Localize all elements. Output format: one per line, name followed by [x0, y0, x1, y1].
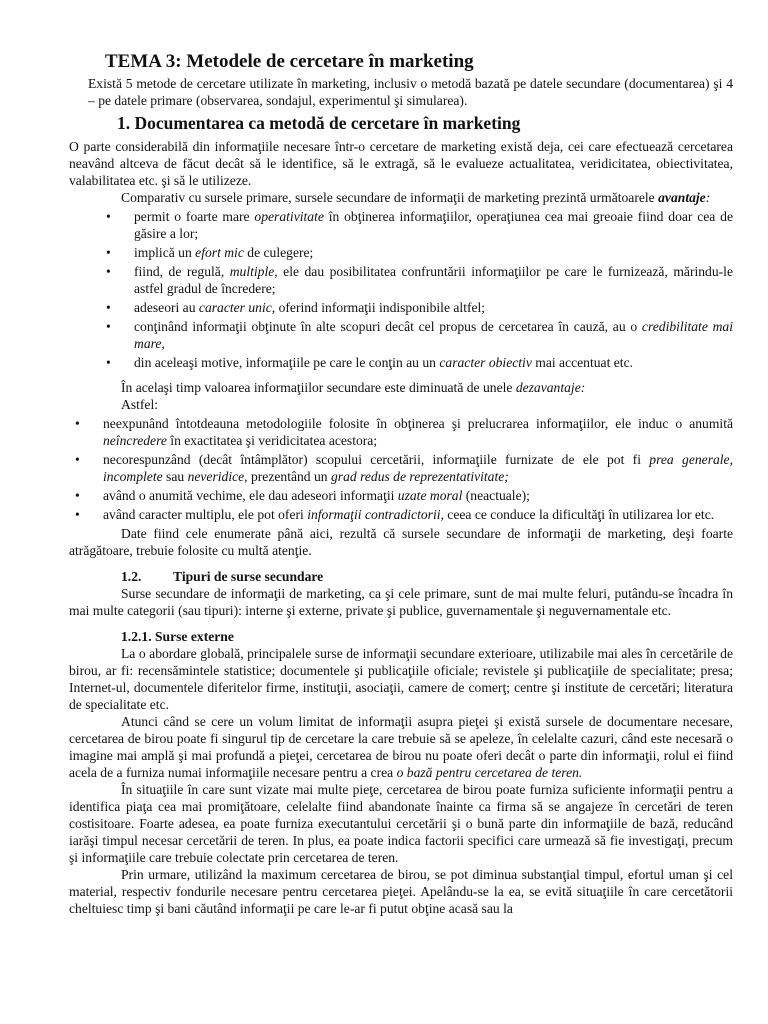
bullet-icon: • [106, 264, 111, 279]
paragraph: Surse secundare de informaţii de marketing, ca şi cele primare, sunt de mai multe feluri, putându-se încadra în mai multe categorii (sau tipuri): interne şi externe, private şi publice, guvernamentale şi neguvernamentale etc. [69, 586, 733, 618]
bullet-icon: • [106, 245, 111, 260]
paragraph: Prin urmare, utilizând la maximum cercetarea de birou, se pot diminua substanţial timpul, efortul uman şi cel material, respectiv fondurile necesare pentru cercetarea pieţei. Apelându-se la ea, se evită situaţiile în care cercetătorii cheltuiesc timp şi bani căutând informaţii pe care le-ar fi putut obţine acasă sau la [69, 867, 733, 916]
bullet-icon: • [75, 416, 80, 431]
paragraph: O parte considerabilă din informaţiile necesare într-o cercetare de marketing există deja, cei care efectuează cercetarea neavând altceva de făcut decât să le identifice, să le extragă, să le evalueze actualitatea, veridicitatea, obiectivitatea, valabilitatea etc. şi să le utilizeze. [69, 139, 733, 188]
list-item: • implică un efort mic de culegere; [106, 245, 314, 260]
subsection-heading: 1.2.1. Surse externe [121, 629, 234, 644]
list-item: • având caracter multiplu, ele pot oferi informaţii contradictorii, ceea ce conduce la dificultăţi în utilizarea lor etc. [75, 507, 715, 522]
document-body [69, 50, 733, 917]
bullet-icon: • [106, 319, 111, 334]
disadvantages-list [38, 415, 733, 523]
section-heading: 1. Documentarea ca metodă de cercetare în marketing [117, 113, 521, 133]
paragraph: La o abordare globală, principalele surse de informaţii secundare exterioare, utilizabile mai ales în cercetările de birou, ar fi: recensămintele statistice; documentele şi publicaţiile oficiale; revistele şi publicaţiile de specialitate; presa; Internet-ul, documentele diferitelor firme, instituţii, asociaţii, camere de comerţ; centre şi institute de cercetări; literatura de specialitate etc. [69, 646, 733, 712]
page-title: TEMA 3: Metodele de cercetare în marketing [105, 51, 474, 72]
intro-paragraph: Există 5 metode de cercetare utilizate în marketing, inclusiv o metodă bazată pe datele secundare (documentarea) şi 4 – pe datele primare (observarea, sondajul, experimentul şi simularea). [88, 76, 733, 108]
bullet-icon: • [75, 507, 80, 522]
bullet-icon: • [106, 300, 111, 315]
paragraph: Comparativ cu sursele primare, sursele secundare de informaţii de marketing prezintă următoarele avantaje: [121, 190, 711, 205]
list-item: • necorespunzând (decât întâmplător) scopului cercetării, informaţiile furnizate de ele pot fi prea generale, incomplete sau neveridice, prezentând un grad redus de reprezentativitate; [75, 452, 733, 484]
bullet-icon: • [75, 452, 80, 467]
list-item: • având o anumită vechime, ele dau adeseori informaţii uzate moral (neactuale); [75, 488, 530, 503]
paragraph: Atunci când se cere un volum limitat de informaţii asupra pieţei şi există sursele de documentare necesare, cercetarea de birou poate fi singurul tip de cercetare la care trebuie să se apeleze, în celelalte cazuri, când este necesară o imagine mai amplă şi mai profundă a pieţei, cercetarea de birou nu poate oferi decât o parte din informaţii, rolul ei fiind acela de a furniza numai informaţiile necesare pentru a crea o bază pentru cercetarea de teren. [69, 714, 733, 780]
list-item: • conţinând informaţii obţinute în alte scopuri decât cel propus de cercetarea în cauză, au o credibilitate mai mare, [106, 319, 733, 351]
list-item: • fiind, de regulă, multiple, ele dau posibilitatea confruntării informaţiilor pe care le furnizează, mărindu-le astfel gradul de încredere; [106, 264, 733, 296]
subsection-heading: 1.2. Tipuri de surse secundare [121, 569, 324, 584]
advantages-list [69, 208, 733, 371]
paragraph: Astfel: [121, 397, 158, 412]
bullet-icon: • [106, 355, 111, 370]
paragraph: Date fiind cele enumerate până aici, rezultă că sursele secundare de informaţii de marketing, deşi foarte atrăgătoare, trebuie folosite cu multă atenţie. [69, 526, 733, 558]
paragraph: În acelaşi timp valoarea informaţiilor secundare este diminuată de unele dezavantaje: [121, 380, 586, 395]
list-item: • neexpunând întotdeauna metodologiile folosite în obţinerea şi prelucrarea informaţiilor, ele induc o anumită neîncredere în exactitatea şi veridicitatea acestora; [75, 416, 733, 448]
bullet-icon: • [106, 209, 111, 224]
list-item: • adeseori au caracter unic, oferind informaţii indisponibile altfel; [106, 300, 486, 315]
paragraph: În situaţiile în care sunt vizate mai multe pieţe, cercetarea de birou poate furniza suficiente informaţii pentru a identifica piaţa cea mai promiţătoare, celelalte fiind abandonate înainte ca firma să se angajeze în cercetări de teren costisitoare. Foarte adesea, ea poate furniza executantului cercetării şi o bună parte din informaţiile de bază, reducând iarăşi timpul necesar cercetării de teren. In plus, ea poate indica factorii specifici care urmează să fie investigaţi, precum şi informaţiile care trebuie colectate prin cercetarea de teren. [69, 782, 733, 865]
list-item: • din aceleaşi motive, informaţiile pe care le conţin au un caracter obiectiv mai accentuat etc. [106, 355, 633, 370]
bullet-icon: • [75, 488, 80, 503]
list-item: • permit o foarte mare operativitate în obţinerea informaţiilor, operaţiunea cea mai greoaie fiind doar cea de găsire a lor; [106, 209, 733, 241]
